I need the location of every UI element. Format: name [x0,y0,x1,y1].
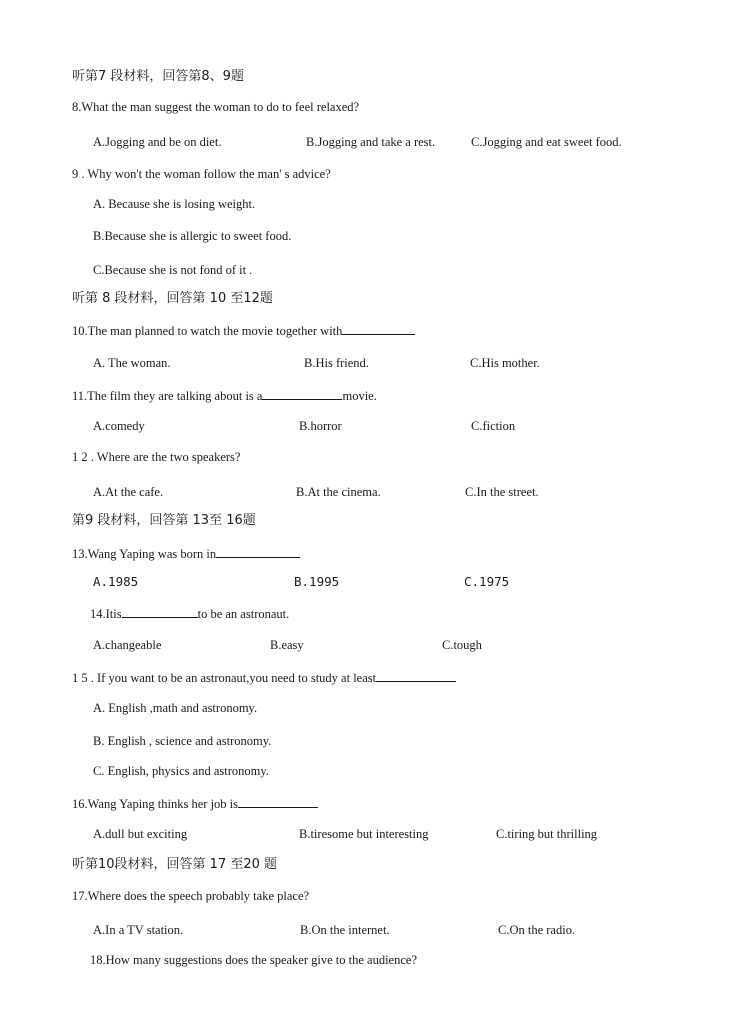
q11-option-b: B.horror [299,419,342,433]
question-17: 17.Where does the speech probably take place? [72,889,310,903]
question-8: 8.What the man suggest the woman to do to feel relaxed? [72,100,360,114]
q16-option-b: B.tiresome but interesting [299,827,429,841]
q8-option-b: B.Jogging and take a rest. [306,135,436,149]
answer-blank [122,606,198,618]
q15-option-b: B. English , science and astronomy. [93,734,272,748]
question-14-stem-after: to be an astronaut. [197,607,290,621]
question-13-stem: 13.Wang Yaping was born in [72,547,217,561]
question-10-stem: 10.The man planned to watch the movie together with [72,324,343,338]
q14-option-c: C.tough [442,638,482,652]
question-12: 1 2 . Where are the two speakers? [72,450,241,464]
question-16-stem: 16.Wang Yaping thinks her job is [72,797,239,811]
q10-option-a: A. The woman. [93,356,171,370]
question-14-stem-before: 14.Itis [90,607,122,621]
q17-option-a: A.In a TV station. [93,923,184,937]
q9-option-b: B.Because she is allergic to sweet food. [93,229,292,243]
question-9: 9 . Why won't the woman follow the man' s advice? [72,167,331,181]
question-15-stem: 1 5 . If you want to be an astronaut,you need to study at least [72,671,377,685]
answer-blank [262,388,342,400]
question-11 [72,388,377,403]
question-11-stem-after: movie. [342,389,377,403]
q11-option-c: C.fiction [471,419,516,433]
q8-option-c: C.Jogging and eat sweet food. [471,135,622,149]
section-heading-8: 听第 8 段材料，回答第 10 至12题 [72,291,273,306]
q15-option-a: A. English ,math and astronomy. [93,701,258,715]
q17-option-b: B.On the internet. [300,923,390,937]
q17-option-c: C.On the radio. [498,923,576,937]
q16-option-a: A.dull but exciting [93,827,188,841]
q12-option-c: C.In the street. [465,485,539,499]
section-heading-7: 听第7 段材料，回答第8、9题 [72,69,244,84]
answer-blank [216,546,300,558]
question-10 [72,323,415,338]
q16-option-c: C.tiring but thrilling [496,827,598,841]
answer-blank [342,323,415,335]
q12-option-a: A.At the cafe. [93,485,164,499]
question-15 [72,670,456,685]
q12-option-b: B.At the cinema. [296,485,381,499]
q15-option-c: C. English, physics and astronomy. [93,764,269,778]
q8-option-a: A.Jogging and be on diet. [93,135,222,149]
question-18: 18.How many suggestions does the speaker give to the audience? [90,953,417,967]
question-16 [72,796,318,811]
q13-option-b: B.1995 [294,574,340,589]
q9-option-c: C.Because she is not fond of it . [93,263,253,277]
section-heading-10: 听第10段材料，回答第 17 至20 题 [72,857,278,872]
question-13 [72,546,300,561]
q13-option-a: A.1985 [93,574,139,589]
answer-blank [376,670,456,682]
q11-option-a: A.comedy [93,419,145,433]
question-14 [90,606,289,621]
section-heading-9: 第9 段材料，回答第 13至 16题 [72,513,256,528]
q10-option-c: C.His mother. [470,356,540,370]
q10-option-b: B.His friend. [304,356,369,370]
q13-option-c: C.1975 [464,574,510,589]
answer-blank [238,796,318,808]
q9-option-a: A. Because she is losing weight. [93,197,256,211]
q14-option-b: B.easy [270,638,304,652]
q14-option-a: A.changeable [93,638,162,652]
question-11-stem-before: 11.The film they are talking about is a [72,389,263,403]
